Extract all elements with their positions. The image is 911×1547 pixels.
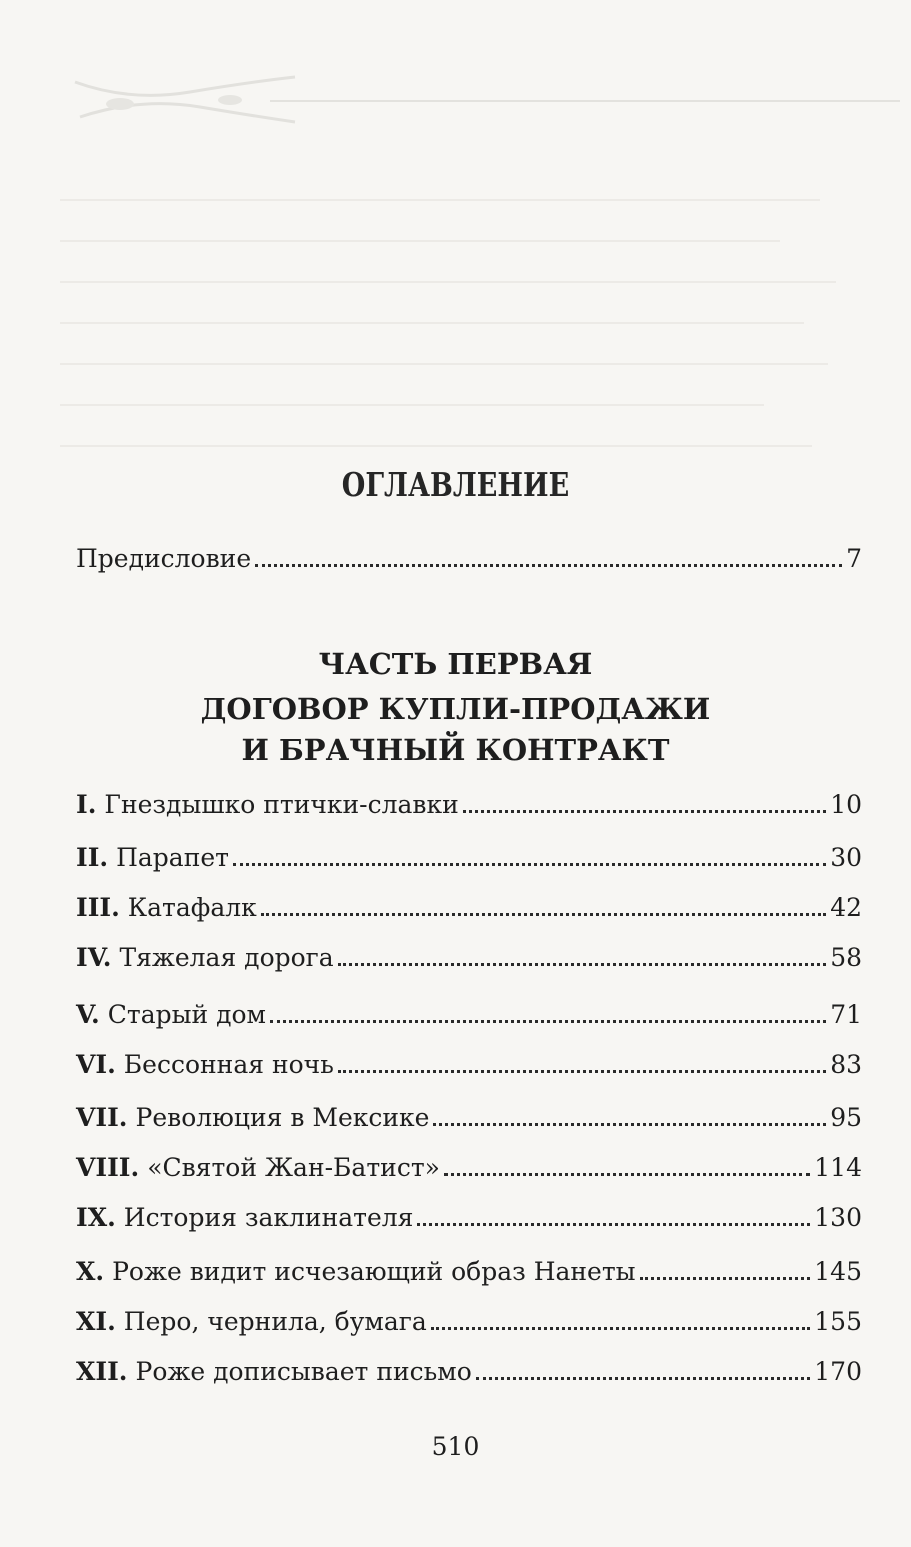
dot-leader [640,1277,811,1280]
chapter-number: VII. [76,1103,128,1132]
toc-entry-chapter[interactable] [76,843,862,883]
part-title-line1: ДОГОВОР КУПЛИ-ПРОДАЖИ [200,692,711,726]
chapter-title: История заклинателя [123,1203,414,1232]
chapter-page: 130 [814,1203,862,1232]
dot-leader [338,1070,826,1073]
dot-leader [417,1223,810,1226]
dot-leader [433,1123,826,1126]
chapter-title: Старый дом [107,1000,266,1029]
toc-entry-chapter[interactable] [76,943,862,983]
toc-entry-chapter[interactable] [76,1000,862,1040]
chapter-number: V. [76,1000,100,1029]
toc-title: ОГЛАВЛЕНИЕ [341,465,570,504]
toc-entry-chapter[interactable] [76,1203,862,1243]
dot-leader [255,564,842,567]
chapter-page: 170 [814,1357,862,1386]
toc-entry-chapter[interactable] [76,1257,862,1297]
dot-leader [270,1020,826,1023]
toc-entry-chapter[interactable] [76,1050,862,1090]
chapter-title: Бессонная ночь [123,1050,334,1079]
chapter-page: 30 [830,843,862,872]
toc-entry-chapter[interactable] [76,1103,862,1143]
chapter-page: 42 [830,893,862,922]
bleed-through-text [60,160,860,460]
toc-entry-chapter[interactable] [76,1153,862,1193]
chapter-page: 95 [830,1103,862,1132]
chapter-title: Революция в Мексике [135,1103,430,1132]
part-title-line2: И БРАЧНЫЙ КОНТРАКТ [241,733,670,767]
chapter-page: 10 [830,790,862,819]
page-number: 510 [431,1432,480,1461]
chapter-page: 114 [814,1153,862,1182]
dot-leader [431,1327,810,1330]
toc-entry-chapter[interactable] [76,1307,862,1347]
dot-leader [463,810,826,813]
chapter-number: II. [76,843,109,872]
chapter-number: IX. [76,1203,116,1232]
chapter-page: 145 [814,1257,862,1286]
chapter-title: Тяжелая дорога [119,943,334,972]
toc-entry-preface[interactable] [76,544,862,584]
chapter-title: Роже дописывает письмо [135,1357,472,1386]
bleed-through-rule [270,100,900,102]
part-label: ЧАСТЬ ПЕРВАЯ [318,647,593,681]
chapter-title: Катафалк [127,893,257,922]
dot-leader [233,863,826,866]
bleed-through-ornament [70,62,300,132]
chapter-number: X. [76,1257,105,1286]
dot-leader [444,1173,810,1176]
chapter-title: Перо, чернила, бумага [123,1307,427,1336]
chapter-number: I. [76,790,97,819]
dot-leader [338,963,827,966]
chapter-title: Роже видит исчезающий образ Нанеты [112,1257,636,1286]
chapter-number: IV. [76,943,112,972]
dot-leader [476,1377,811,1380]
toc-entry-chapter[interactable] [76,790,862,830]
toc-entry-chapter[interactable] [76,893,862,933]
chapter-number: VI. [76,1050,116,1079]
chapter-title: Гнездышко птички-славки [104,790,459,819]
chapter-page: 83 [830,1050,862,1079]
dot-leader [261,913,826,916]
toc-entry-title: Предисловие [76,544,252,573]
chapter-page: 155 [814,1307,862,1336]
chapter-title: «Святой Жан-Батист» [147,1153,440,1182]
toc-entry-chapter[interactable] [76,1357,862,1397]
chapter-title: Парапет [116,843,229,872]
chapter-page: 58 [830,943,862,972]
chapter-number: XII. [76,1357,128,1386]
chapter-number: VIII. [76,1153,140,1182]
toc-entry-page: 7 [846,544,862,573]
chapter-number: III. [76,893,120,922]
chapter-number: XI. [76,1307,116,1336]
chapter-page: 71 [830,1000,862,1029]
